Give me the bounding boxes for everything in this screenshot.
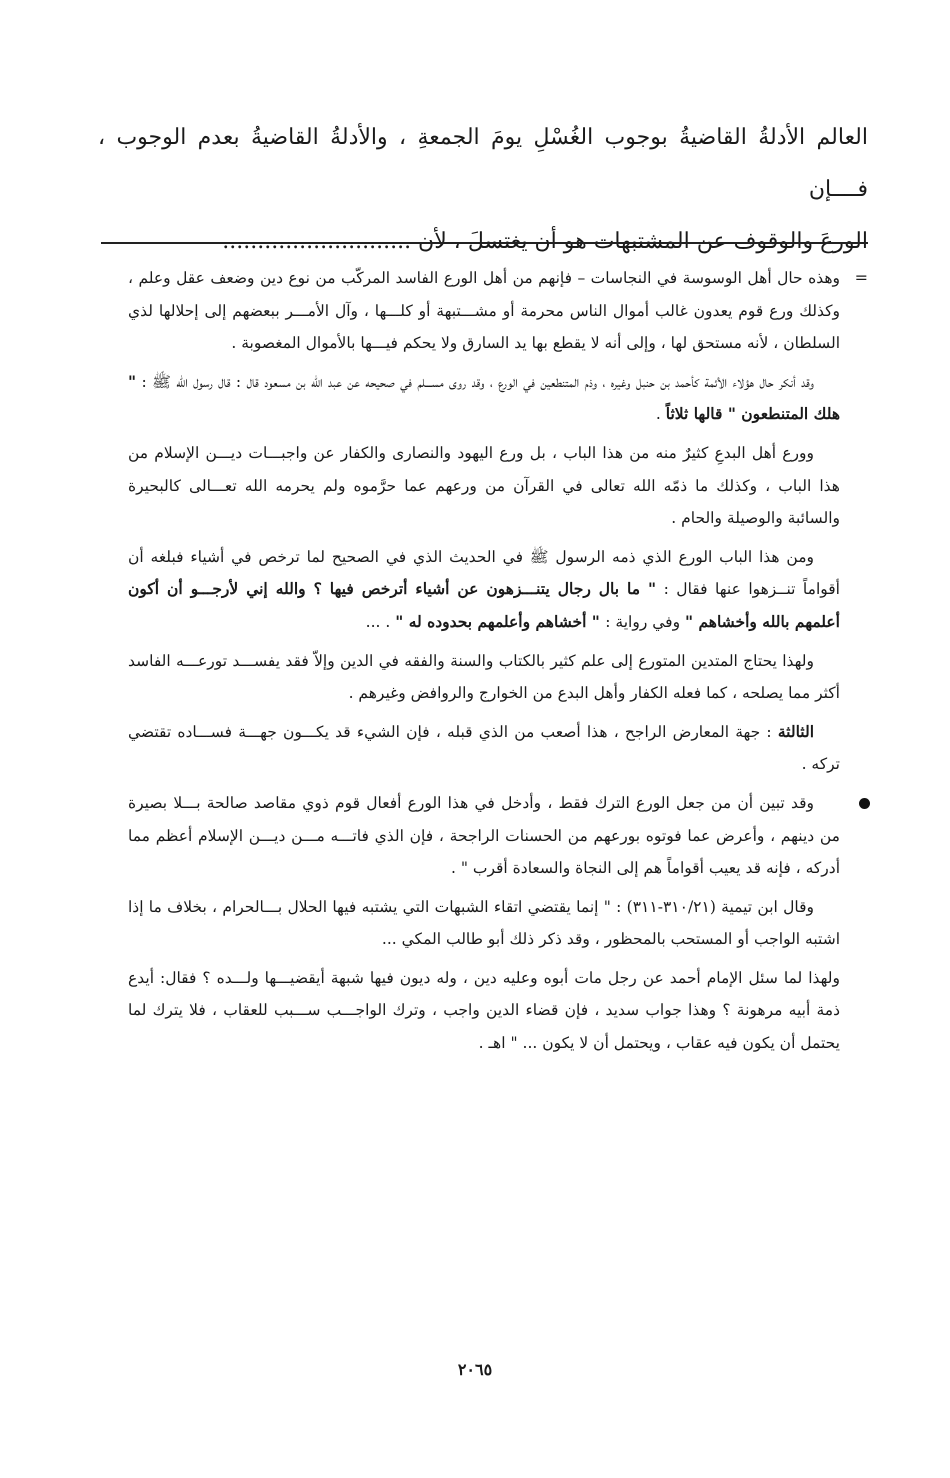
section-heading: الثالثة bbox=[777, 721, 814, 741]
page-number: ٢٠٦٥ bbox=[457, 1360, 493, 1379]
main-line-1: العالم الأدلةُ القاضيةُ بوجوب الغُسْلِ يومَ الجمعةِ ، والأدلةُ القاضيةُ بعدم الوجوب ، فــــإن bbox=[98, 125, 868, 202]
footnote-text: وقد أنكر حال هؤلاء الأئمة كأحمد بن حنبل وغيره ، وذم المتنطعين في الورع ، وقد روى مســـلم في صحيحه عن عبد الله بن مسعود قال : قال رسول الله ﷺ : bbox=[141, 372, 814, 391]
footnote-paragraph-2 bbox=[128, 366, 840, 431]
continuation-marker: = bbox=[854, 268, 868, 287]
footnote-paragraph-9 bbox=[128, 962, 840, 1060]
footnote-paragraph-8 bbox=[128, 891, 840, 956]
footnote-text: وقال ابن تيمية (٣١٠/٢١-٣١١) : " إنما يقتضي اتقاء الشبهات التي يشتبه فيها الحلال بـــالحرام ، بخلاف ما إذا اشتبه الواجب أو المستحب بالمحظور ، وقد ذكر ذلك أبو طالب المكي ... bbox=[128, 897, 840, 949]
footnote-paragraph-6 bbox=[128, 716, 840, 781]
footnotes-section bbox=[128, 262, 868, 1066]
main-body-text bbox=[98, 112, 868, 268]
footnote-text: : جهة المعارض الراجح ، هذا أصعب من الذي قبله ، فإن الشيء قد يكـــون جهـــة فســـاده تقتضي تركه . bbox=[128, 722, 840, 774]
hadith-quote: " أخشاهم وأعلمهم بحدوده له " bbox=[395, 611, 606, 631]
footnote-paragraph-3 bbox=[128, 437, 840, 535]
main-line-2: الورعَ والوقوف عن المشتبهات هو أن يغتسلَ ، لأن ........................... bbox=[222, 229, 868, 254]
hadith-quote: " ما بال رجال يتنـــزهون عن أشياء أترخص فيها ؟ والله إني لأرجـــو أن أكون أعلمهم بالله وأخشاهم " bbox=[128, 579, 840, 631]
footnote-paragraph-7 bbox=[128, 787, 840, 885]
footnote-text: وفي رواية : bbox=[605, 612, 685, 631]
footnote-text: وقد تبين أن من جعل الورع الترك فقط ، وأدخل في هذا الورع أفعال قوم ذوي مقاصد صالحة بـــلا بصيرة من دينهم ، وأعرض عما فوتوه بورعهم من الحسنات الراجحة ، فإن الذي فاتـــه مـــن ديـــن الإسلام أعظم مما أدركه ، فإنه قد يعيب أقواماً هم إلى النجاة والسعادة أقرب " . bbox=[128, 793, 840, 878]
footnote-separator bbox=[101, 242, 868, 244]
hadith-quote: " هلك المتنطعون " قالها ثلاثاً bbox=[128, 371, 840, 424]
bullet-icon bbox=[859, 798, 870, 809]
footnote-text: ولهذا يحتاج المتدين المتورع إلى علم كثير بالكتاب والسنة والفقه في الدين وإلاّ فقد يفســـد تورعـــه الفاسد أكثر مما يصلحه ، كما فعله الكفار وأهل البدع من الخوارج والروافض وغيرهم . bbox=[128, 651, 840, 703]
footnote-text: ولهذا لما سئل الإمام أحمد عن رجل مات أبوه وعليه دين ، وله ديون فيها شبهة أيقضيـــها ولـــده ؟ فقال: أيدع ذمة أبيه مرهونة ؟ وهذا جواب سديد ، فإن قضاء الدين واجب ، وترك الواجـــب ســـبب للعقاب ، فلا يترك لما يحتمل أن يكون فيه عقاب ، ويحتمل أن لا يكون ... " اهـ . bbox=[128, 968, 840, 1053]
footnote-text: وهذه حال أهل الوسوسة في النجاسات – فإنهم من أهل الورع الفاسد المركّب من نوع دين وضعف عقل وعلم ، وكذلك ورع قوم يعدون غالب أموال الناس محرمة أو مشـــتبهة أو كلـــها ، وآل الأمـــر ببعضهم إلى إحلالها لذي السلطان ، لأنه مستحق لها ، وإلى أنه لا يقطع بها يد السارق ولا يحكم فيـــها بالأموال المغصوبة . bbox=[128, 269, 840, 353]
footnote-paragraph-5 bbox=[128, 645, 840, 710]
footnote-text: ومن هذا الباب الورع الذي ذمه الرسول ﷺ في الحديث الذي في الصحيح لما ترخص في أشياء فبلغه أن أقواماً تنــزهوا عنها فقال : bbox=[128, 547, 840, 599]
footnote-paragraph-1 bbox=[128, 262, 868, 360]
footnote-paragraph-4 bbox=[128, 541, 840, 639]
footnote-text: . ... bbox=[365, 612, 396, 631]
footnote-text: وورع أهل البدعِ كثيرٌ منه من هذا الباب ، بل ورع اليهود والنصارى والكفار عن واجبـــات ديـــن الإسلام من هذا الباب ، وكذلك ما ذمّه الله تعالى في القرآن من ورعهم عما حرَّموه ولم يحرمه الله تعـــالى كالبحيرة والسائبة والوصيلة والحام . bbox=[128, 443, 840, 528]
footnote-text: . bbox=[655, 405, 666, 424]
